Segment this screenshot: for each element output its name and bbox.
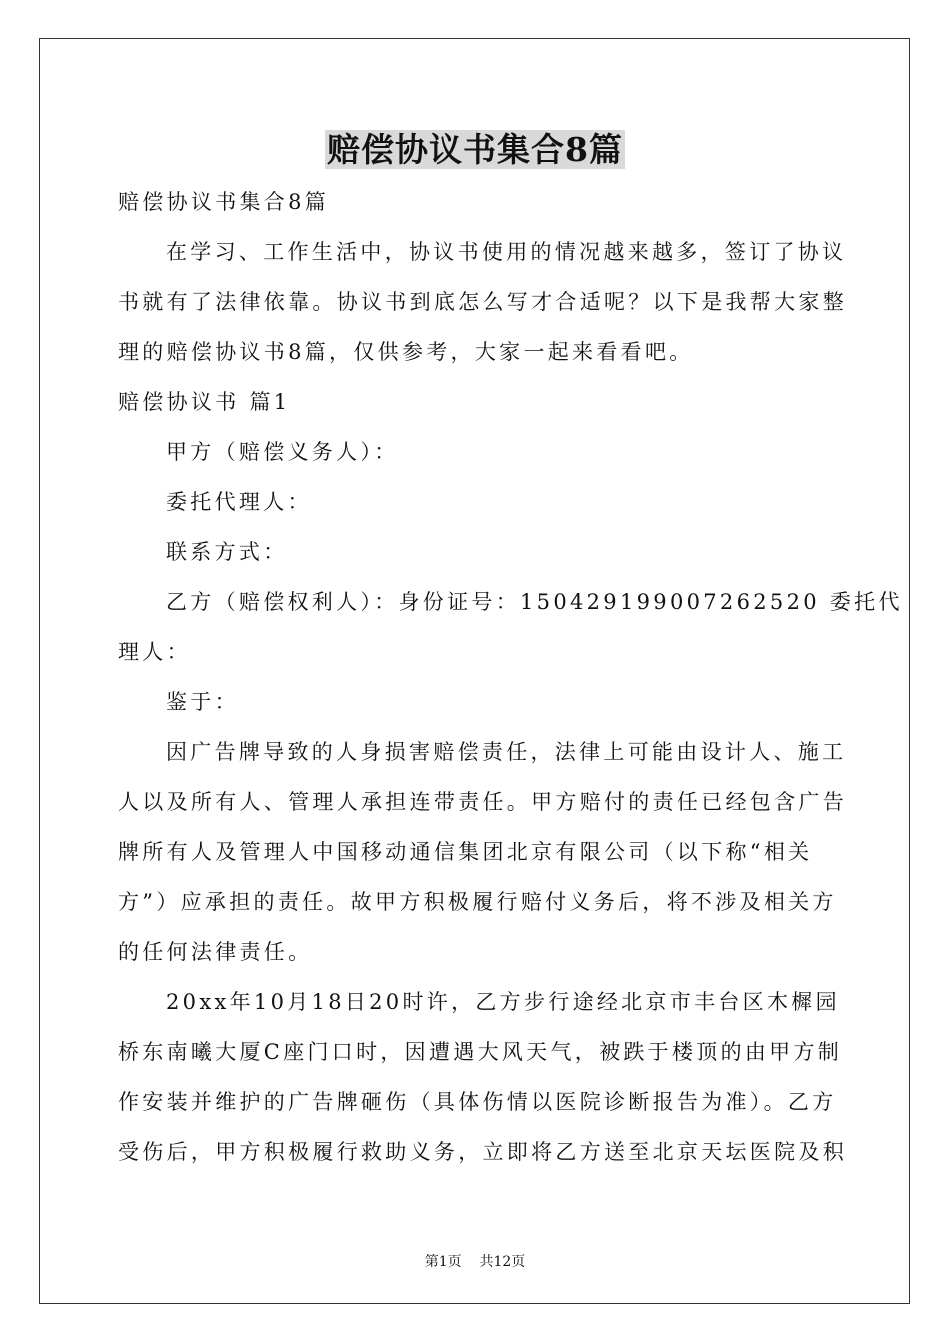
page-footer [0,1251,950,1271]
para2-line-2: 桥东南曦大厦C座门口时，因遭遇大风天气，被跌于楼顶的由甲方制 [118,1040,843,1064]
section-heading: 赔偿协议书 篇1 [118,390,291,414]
para2-line-1: 20xx年10月18日20时许，乙方步行途经北京市丰台区木樨园 [166,990,840,1014]
intro-line-2: 书就有了法律依靠。协议书到底怎么写才合适呢？以下是我帮大家整 [118,290,847,314]
para1-line-1: 因广告牌导致的人身损害赔偿责任，法律上可能由设计人、施工 [166,740,847,764]
para1-line-2: 人以及所有人、管理人承担连带责任。甲方赔付的责任已经包含广告 [118,790,847,814]
subtitle: 赔偿协议书集合8篇 [118,190,330,214]
contact-line: 联系方式： [166,540,288,564]
page-number: 第1页 共12页 [424,1254,526,1270]
party-b-line-2: 理人： [118,640,191,664]
document-title [0,124,950,171]
para2-line-3: 作安装并维护的广告牌砸伤（具体伤情以医院诊断报告为准）。乙方 [118,1090,837,1114]
intro-line-3: 理的赔偿协议书8篇，仅供参考，大家一起来看看吧。 [118,340,694,364]
title-text: 赔偿协议书集合8篇 [327,130,623,169]
whereas-line: 鉴于： [166,690,239,714]
intro-line-1: 在学习、工作生活中，协议书使用的情况越来越多，签订了协议 [166,240,847,264]
para2-line-4: 受伤后，甲方积极履行救助义务，立即将乙方送至北京天坛医院及积 [118,1140,847,1164]
party-a-line: 甲方（赔偿义务人）： [166,440,399,464]
para1-line-4: 方”）应承担的责任。故甲方积极履行赔付义务后，将不涉及相关方 [118,890,837,914]
agent-line: 委托代理人： [166,490,312,514]
para1-line-3: 牌所有人及管理人中国移动通信集团北京有限公司（以下称“相关 [118,840,813,864]
party-b-line-1: 乙方（赔偿权利人）：身份证号：150429199007262520 委托代 [166,590,903,614]
para1-line-5: 的任何法律责任。 [118,940,313,964]
